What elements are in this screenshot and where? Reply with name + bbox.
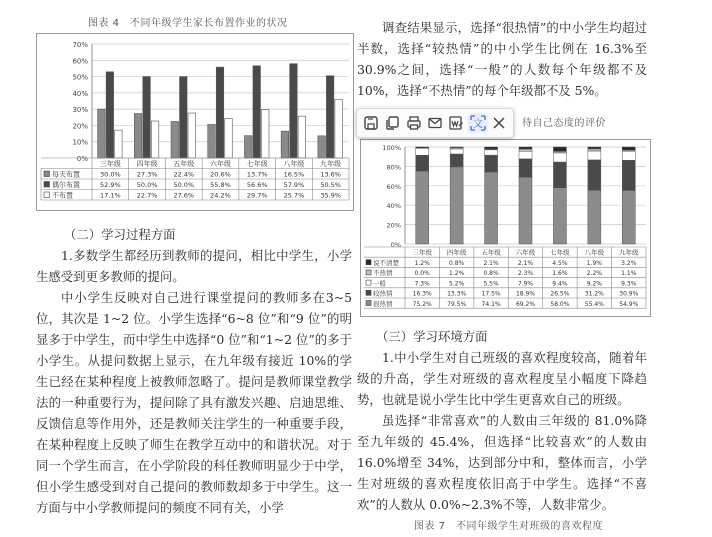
legend-swatch [366,260,371,265]
data-label: 0.8% [483,270,499,278]
copy-icon[interactable] [382,113,402,133]
figure6-chart [360,139,651,317]
bar-segment [450,147,463,148]
floating-toolbar [356,108,514,138]
bar [188,113,196,158]
figure6-title-partial: 待自己态度的评价 [522,118,606,129]
bar-segment [450,154,463,167]
bar-segment [553,147,566,151]
category-label: 六年级 [210,160,231,168]
data-label: 1.1% [621,270,637,278]
data-label: 29.7% [246,191,268,200]
category-label: 三年级 [99,160,121,168]
data-label: 22.4% [173,170,195,179]
data-label: 58.0% [550,300,570,308]
print-icon[interactable] [404,113,424,133]
bar [208,124,216,158]
data-label: 26.5% [550,290,570,298]
section3-heading: （三）学习环境方面 [376,329,488,344]
bar-segment [416,171,429,244]
y-tick-label: 20% [72,122,88,131]
bar-segment [519,159,532,177]
data-label: 5.5% [483,280,499,288]
translate-glyph: 文 [472,119,483,130]
data-label: 13.3% [447,290,467,298]
category-label: 九年级 [320,160,342,168]
bar-segment [485,150,498,155]
category-label: 五年级 [481,248,501,257]
y-tick-label: 70% [72,41,88,49]
bar-segment [588,151,601,160]
bar-segment [588,160,601,190]
data-label: 1.6% [552,270,568,278]
bar-segment [416,147,429,148]
data-label: 17.5% [481,290,501,298]
bar-segment [553,188,566,244]
bar-segment [588,190,601,244]
data-label: 4.5% [552,260,568,267]
legend-label: 较热情 [373,289,393,298]
data-label: 1.2% [414,260,430,267]
y-tick-label: 80% [386,163,401,172]
data-label: 0.8% [449,260,465,267]
bar [98,109,106,158]
bar-segment [416,148,429,155]
bar-segment [553,153,566,162]
save-icon[interactable] [361,113,381,133]
category-label: 六年级 [515,248,536,257]
figure4-chart [36,33,354,211]
y-tick-label: 40% [72,89,88,98]
y-tick-label: 0% [76,155,88,163]
data-label: 69.2% [515,300,536,308]
data-label: 27.3% [136,170,158,179]
y-tick-label: 10% [72,138,88,147]
data-label: 74.1% [481,300,501,308]
bar [298,116,306,158]
data-label: 18.9% [515,290,536,298]
data-label: 0.0% [414,270,430,278]
data-label: 55.4% [584,300,604,308]
bar [326,76,334,158]
data-label: 9.2% [586,280,602,288]
bar-segment [553,162,566,188]
bar [180,77,188,158]
data-label: 50.5% [320,181,341,189]
category-label: 四年级 [136,160,158,168]
y-tick-label: 60% [72,57,88,66]
bar [216,67,224,158]
data-label: 1.9% [586,260,602,267]
bar [134,114,142,158]
category-label: 七年级 [246,160,268,168]
legend-label: 说不清楚 [373,259,399,267]
data-label: 54.9% [619,300,639,308]
bar [106,72,114,158]
bar-segment [622,190,635,244]
data-label: 2.1% [517,260,534,267]
data-label: 35.9% [320,191,341,200]
data-label: 16.5% [283,170,305,179]
data-label: 55.8% [210,181,231,189]
paragraph-class-preference: 1.中小学生对自己班级的喜欢程度较高，随着年级的升高，学生对班级的喜欢程度呈小幅度下降趋势，也就是说小学生比中学生更喜欢自己的班级。 [357,350,647,407]
legend-swatch [44,192,50,198]
category-label: 七年级 [550,248,570,257]
bar [225,119,233,158]
legend-label: 很热情 [373,299,393,308]
bar [335,100,343,158]
data-label: 25.7% [283,191,305,200]
legend-swatch [366,301,371,306]
bar-segment [416,155,429,171]
data-label: 30.0% [100,170,121,179]
bar-segment [519,151,532,159]
legend-swatch [44,171,50,177]
y-tick-label: 50% [72,73,88,82]
category-label: 八年级 [584,248,605,257]
legend-swatch [44,182,50,188]
figure6-chart-svg [361,140,650,316]
y-tick-label: 60% [386,182,401,191]
bar-segment [622,160,635,190]
paragraph-class-preference-detail: 虽选择“非常喜欢”的人数由三年级的 81.0%降至九年级的 45.4%，但选择“比较喜欢”的人数由 16.0%增至 34%，达到部分中和，整体而言，小学生对班级的喜欢程度依旧高于中学生。选择“不喜欢”的人数从 0.0%~2.3%不等，人数非常少。 [357,413,647,512]
data-label: 31.2% [584,290,604,298]
legend-label: 一般 [373,279,386,288]
data-label: 2.1% [483,260,499,267]
data-label: 13.6% [320,170,341,179]
y-tick-label: 40% [386,202,401,211]
category-label: 八年级 [283,160,305,168]
figure4-title: 图表 4 不同年级学生家长布置作业的状况 [88,18,288,29]
mail-icon[interactable] [425,113,445,133]
category-label: 五年级 [173,160,195,168]
data-label: 7.9% [517,280,534,288]
data-label: 22.7% [136,191,158,200]
data-label: 16.3% [412,290,432,298]
figure7-title: 图表 7 不同年级学生对班级的喜欢程度 [414,521,604,532]
legend-label: 不热情 [373,269,393,278]
data-label: 27.6% [173,191,195,200]
data-label: 9.4% [552,280,568,288]
close-icon[interactable] [489,113,509,133]
edit-document-icon[interactable] [446,113,466,133]
data-label: 9.3% [621,280,637,288]
bar [151,121,159,158]
bar [115,130,123,158]
bar-segment [519,177,532,244]
bar-segment [622,151,635,160]
bar [244,136,252,158]
bar [261,110,269,158]
bar-segment [450,149,463,154]
data-label: 5.2% [449,280,465,288]
legend-swatch [366,270,371,275]
bar-segment [622,147,635,150]
data-label: 17.1% [100,191,121,200]
category-label: 九年级 [619,248,639,257]
data-label: 3.2% [621,260,637,267]
bar-segment [485,155,498,172]
paragraph-teacher-questions-detail: 中小学生反映对自己进行课堂提问的教师多在3~5 位，其次是 1~2 位。小学生选择“6~8 位”和“9 位”的明显多于中学生，而中学生中选择“0 位”和“1~2 位”的多于小学生。从提问数据上显示，在九年级有接近 10%的学生已经在某种程度上被教师忽略了。提问是教师课堂教学法的一种重要行为，提问除了具有激发兴趣、启迪思维、反馈信息等作用外，还是教师关注学生的一种重要手段，在某种程度上反映了师生在教学互动中的和谐状况。对于同一个学生而言，在小学阶段的科任教师明显少于中学，但小学生感受到对自己提问的教师数却多于中学生。这一方面与中小学教师提问的频度不同有关，小学 [36,290,352,515]
data-label: 52.9% [100,181,121,189]
bar-segment [519,147,532,149]
data-label: 50.0% [136,181,158,189]
data-label: 57.9% [283,181,305,189]
bar-segment [485,147,498,149]
data-label: 13.7% [246,170,268,179]
legend-swatch [366,280,371,285]
data-label: 2.2% [586,270,602,278]
data-label: 2.3% [517,270,534,278]
y-tick-label: 30% [72,106,88,115]
data-label: 24.2% [210,191,231,200]
data-label: 20.6% [210,170,231,179]
legend-label: 偶尔布置 [52,181,80,189]
y-tick-label: 0% [390,241,401,249]
y-tick-label: 100% [382,144,401,152]
bar [290,64,298,158]
bar [253,66,261,158]
legend-swatch [366,290,371,295]
data-label: 56.6% [246,181,268,189]
data-label: 1.2% [449,270,465,278]
data-label: 30.9% [619,290,639,298]
translate-icon[interactable] [468,113,488,133]
data-label: 7.3% [414,280,430,288]
bar-segment [485,172,498,244]
category-label: 三年级 [412,248,432,257]
y-tick-label: 20% [386,221,401,230]
legend-label: 不布置 [52,191,73,200]
section2-heading: （二）学习过程方面 [64,227,176,242]
bar-segment [588,149,601,151]
bar-segment [519,149,532,151]
figure4-chart-svg [37,34,353,210]
legend-label: 每天布置 [52,170,80,179]
category-label: 四年级 [446,248,467,257]
bar-segment [588,147,601,149]
bar [318,136,326,158]
data-label: 79.5% [447,300,467,308]
bar [171,122,179,158]
bar-segment [450,167,463,244]
bar [143,77,151,158]
data-label: 50.0% [173,181,195,189]
bar [281,131,289,158]
paragraph-teacher-questions-summary: 1.多数学生都经历到教师的提问，相比中学生，小学生感受到更多教师的提问。 [36,248,352,284]
paragraph-survey-result: 调查结果显示，选择“很热情”的中小学生均超过半数，选择“较热情”的中小学生比例在 16.3%至 30.9%之间，选择“一般”的人数每个年级都不及 10%，选择“不热情”的每个年级都不及 5%。 [357,20,647,98]
data-label: 75.2% [412,300,432,308]
